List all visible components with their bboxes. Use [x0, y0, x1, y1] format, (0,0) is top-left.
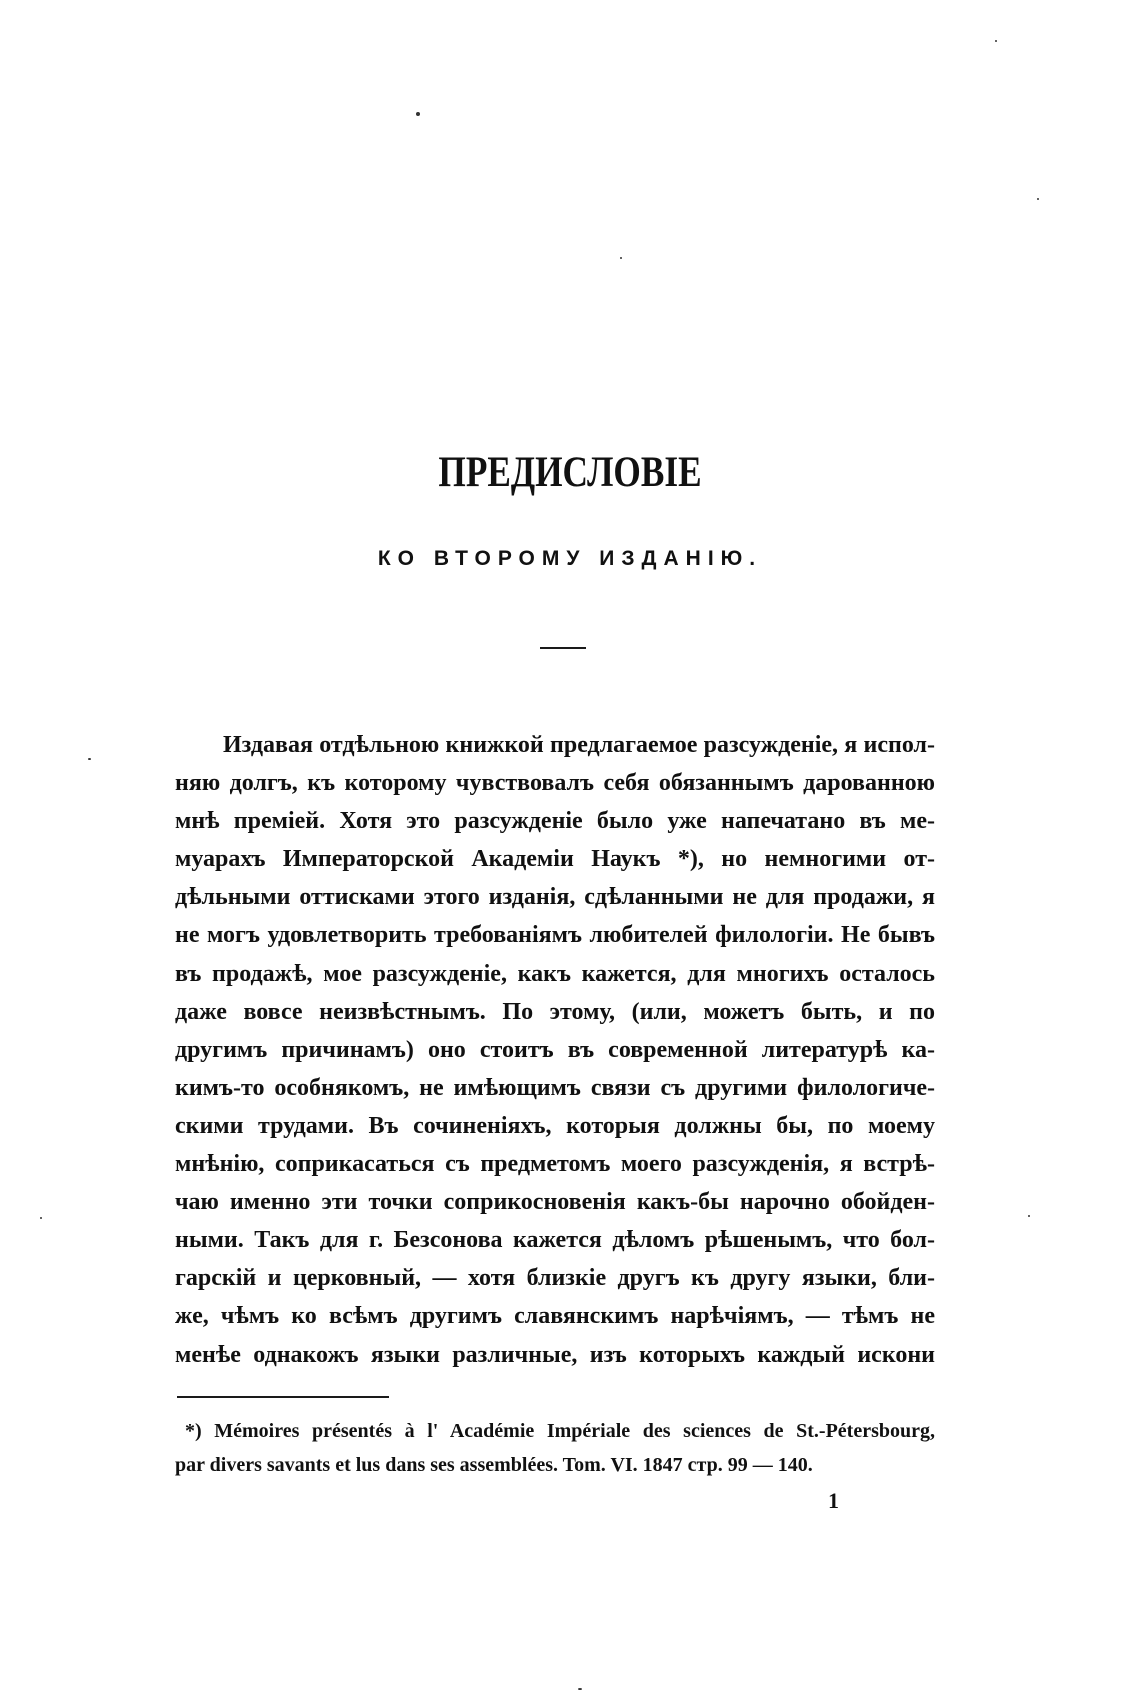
body-line: не могъ удовлетворить требованіямъ любителей филологіи. Не бывъ: [175, 922, 935, 949]
body-line: скими трудами. Въ сочиненіяхъ, которыя должны бы, по моему: [175, 1112, 935, 1139]
body-line: чаю именно эти точки соприкосновенія какъ-бы нарочно обойден-: [175, 1189, 935, 1216]
body-line: дѣльными оттисками этого изданія, сдѣланными не для продажи, я: [175, 884, 935, 911]
body-line: мнѣ преміей. Хотя это разсужденіе было уже напечатано въ ме-: [175, 808, 935, 835]
footnote-line: *) Mémoires présentés à l' Académie Impériale des sciences de St.-Pétersbourg,: [185, 1420, 935, 1442]
body-line: гарскій и церковный, — хотя близкіе другъ къ другу языки, бли-: [175, 1265, 935, 1292]
page-subtitle: КО ВТОРОМУ ИЗДАНІЮ.: [377, 547, 763, 570]
footnote-line: par divers savants et lus dans ses assemblées. Tom. VI. 1847 стр. 99 — 140.: [175, 1454, 813, 1476]
body-line: мнѣнію, соприкасаться съ предметомъ моего разсужденія, я встрѣ-: [175, 1151, 935, 1178]
footnote: [175, 1414, 935, 1482]
body-line: няю долгъ, къ которому чувствовалъ себя обязаннымъ дарованною: [175, 770, 935, 797]
scan-speck: [88, 758, 91, 760]
body-text: [175, 726, 935, 1374]
body-line: кимъ-то особнякомъ, не имѣющимъ связи съ другими филологиче-: [175, 1074, 935, 1101]
scan-speck: [995, 40, 997, 42]
body-line: другимъ причинамъ) оно стоитъ въ современной литературѣ ка-: [175, 1036, 935, 1063]
body-line: даже вовсе неизвѣстнымъ. По этому, (или, можетъ быть, и по: [175, 998, 935, 1025]
scan-speck: [416, 112, 420, 116]
footnote-divider: [177, 1396, 389, 1398]
scan-speck: [40, 1217, 42, 1219]
title-divider: [540, 647, 586, 649]
body-line: муарахъ Императорской Академіи Наукъ *), но немногими от-: [175, 846, 935, 873]
signature-mark: 1: [828, 1488, 839, 1513]
body-line: ными. Такъ для г. Безсонова кажется дѣломъ рѣшенымъ, что бол-: [175, 1227, 935, 1254]
page-title: ПРЕДИСЛОВІЕ: [438, 449, 702, 496]
scan-speck: [1028, 1215, 1030, 1217]
body-line: Издавая отдѣльною книжкой предлагаемое разсужденіе, я испол-: [223, 732, 935, 758]
body-line: менѣе однакожъ языки различные, изъ которыхъ каждый искони: [175, 1341, 935, 1368]
scan-speck: [620, 257, 622, 259]
body-line: же, чѣмъ ко всѣмъ другимъ славянскимъ нарѣчіямъ, — тѣмъ не: [175, 1303, 935, 1330]
body-line: въ продажѣ, мое разсужденіе, какъ кажется, для многихъ осталось: [175, 960, 935, 987]
scan-speck: [1037, 198, 1039, 200]
scan-speck: [578, 1688, 582, 1690]
